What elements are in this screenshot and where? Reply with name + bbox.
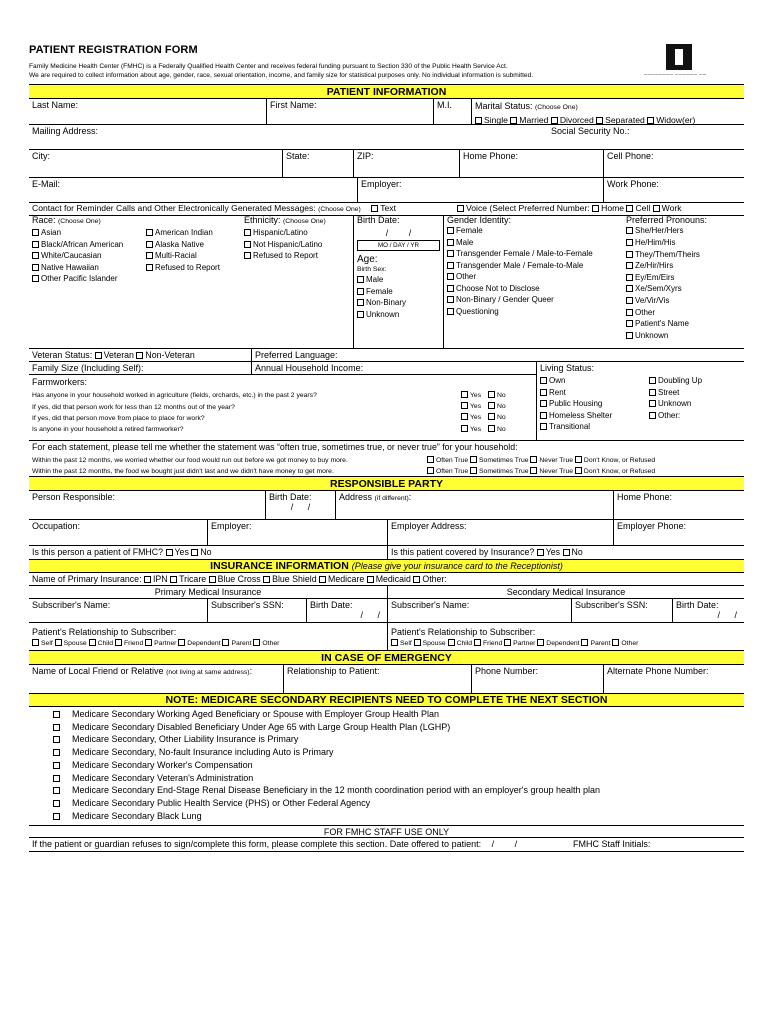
mi-label: M.I. xyxy=(437,100,452,110)
race-white-checkbox[interactable]: White/Caucasian xyxy=(32,250,123,262)
farmworker-section xyxy=(29,375,536,440)
form-body xyxy=(29,84,744,852)
ethnicity-hispanic-checkbox[interactable]: Hispanic/Latino xyxy=(244,227,322,239)
ssn-label: Social Security No.: xyxy=(551,126,630,136)
contact-voice xyxy=(457,204,682,214)
cell-phone-field[interactable] xyxy=(603,150,744,177)
mailing-address-field[interactable] xyxy=(29,125,548,149)
food-2-never[interactable]: Never True xyxy=(530,468,573,475)
farmworker-label: Farmworkers: xyxy=(32,377,88,387)
form-header xyxy=(29,44,744,80)
veteran-label: Veteran Status: xyxy=(32,350,93,360)
food-1-refused[interactable]: Don't Know, or Refused xyxy=(575,457,655,464)
food-2-often[interactable]: Often True xyxy=(427,468,468,475)
responsible-row-1 xyxy=(29,491,744,520)
language-field[interactable] xyxy=(251,349,744,361)
family-size-label: Family Size (Including Self): xyxy=(32,363,144,373)
medicare-phs-checkbox[interactable]: Medicare Secondary Public Health Service (PHS) or Other Federal Agency xyxy=(53,797,600,810)
medicare-black-lung-checkbox[interactable]: Medicare Secondary Black Lung xyxy=(53,810,600,823)
race-hawaiian-checkbox[interactable]: Native Hawaiian xyxy=(32,262,123,274)
veteran-checkbox[interactable]: Veteran xyxy=(95,350,134,360)
emergency-band: IN CASE OF EMERGENCY xyxy=(29,651,744,665)
gender-nondisclose-checkbox[interactable]: Choose Not to Disclose xyxy=(447,283,620,295)
race-label: Race: xyxy=(32,215,56,225)
zip-label: ZIP: xyxy=(357,151,374,161)
primary-rel-friend[interactable]: Friend xyxy=(115,640,143,647)
city-row xyxy=(29,150,744,178)
secondary-rel-spouse[interactable]: Spouse xyxy=(414,640,446,647)
ethnicity-list xyxy=(244,227,322,262)
food-questions xyxy=(32,455,348,477)
emergency-relationship-field[interactable]: Relationship to Patient: xyxy=(283,665,471,693)
medicare-va-checkbox[interactable]: Medicare Secondary Veteran's Administration xyxy=(53,772,600,785)
logo-mark-icon xyxy=(666,44,692,70)
responsible-address-label: Address xyxy=(339,492,373,502)
work-phone-label: Work Phone: xyxy=(607,179,659,189)
birth-date-input[interactable]: / / xyxy=(385,228,412,239)
birth-date-label: Birth Date: xyxy=(357,215,400,225)
form-disclaimer xyxy=(29,63,744,81)
staff-initials-field[interactable]: FMHC Staff Initials: xyxy=(573,839,651,849)
secondary-rel-dependent[interactable]: Dependent xyxy=(537,640,579,647)
living-own-checkbox[interactable]: Own xyxy=(540,375,612,387)
pronouns-section xyxy=(623,215,744,348)
date-format-hint: MO / DAY / YR xyxy=(357,240,440,251)
pronouns-label: Preferred Pronouns: xyxy=(626,215,708,225)
emergency-phone-field[interactable]: Phone Number: xyxy=(471,665,603,693)
birth-sex-nonbinary-checkbox[interactable]: Non-Binary xyxy=(357,297,440,309)
living-rent-checkbox[interactable]: Rent xyxy=(540,387,612,399)
responsible-birth-label: Birth Date: xyxy=(269,492,312,502)
emergency-alt-phone-field[interactable]: Alternate Phone Number: xyxy=(603,665,744,693)
living-street-checkbox[interactable]: Street xyxy=(649,387,702,399)
farmworker-questions xyxy=(32,390,533,435)
primary-rel-self[interactable]: Self xyxy=(32,640,53,647)
contact-home-checkbox[interactable]: Home xyxy=(592,203,624,213)
insurer-bluecross-checkbox[interactable]: Blue Cross xyxy=(209,574,261,584)
race-american-indian-checkbox[interactable]: American Indian xyxy=(146,227,220,239)
first-name-field[interactable] xyxy=(266,99,433,124)
farm-3-no[interactable]: No xyxy=(483,414,506,421)
fmhc-patient-no[interactable]: No xyxy=(191,547,211,557)
last-name-field[interactable] xyxy=(29,99,266,124)
medicare-options xyxy=(53,708,600,822)
farm-1-no[interactable]: No xyxy=(483,392,506,399)
contact-label: Contact for Reminder Calls and Other Electronically Generated Messages: xyxy=(32,203,316,213)
responsible-row-2 xyxy=(29,520,744,546)
insured-question: Is this patient covered by Insurance? Yes No xyxy=(387,546,744,559)
secondary-rel-parent[interactable]: Parent xyxy=(581,640,610,647)
pronoun-list xyxy=(626,225,741,341)
primary-subscriber-name-field[interactable]: Subscriber's Name: xyxy=(32,600,111,610)
secondary-rel-self[interactable]: Self xyxy=(391,640,412,647)
contact-cell-checkbox[interactable]: Cell xyxy=(626,203,650,213)
responsible-birth-field[interactable]: Birth Date: / / xyxy=(265,491,335,519)
first-name-label: First Name: xyxy=(270,100,317,110)
pronoun-she-checkbox[interactable]: She/Her/Hers xyxy=(626,225,741,237)
pronoun-xe-checkbox[interactable]: Xe/Sem/Xyrs xyxy=(626,283,741,295)
gender-list xyxy=(447,225,620,317)
mailing-address-label: Mailing Address: xyxy=(32,126,99,136)
secondary-relationship: Patient's Relationship to Subscriber: Self Spouse Child Friend Partner Dependent Parent Other xyxy=(387,623,744,650)
employer-field[interactable] xyxy=(357,178,603,202)
secondary-rel-child[interactable]: Child xyxy=(448,640,473,647)
contact-choose-note: (Choose One) xyxy=(318,206,361,213)
insurer-tricare-checkbox[interactable]: Tricare xyxy=(170,574,206,584)
ssn-field[interactable] xyxy=(548,125,744,149)
home-phone-field[interactable] xyxy=(459,150,603,177)
birth-sex-label: Birth Sex: xyxy=(357,266,387,274)
insured-yes[interactable]: Yes xyxy=(537,547,560,557)
employer-address-label: Employer Address: xyxy=(391,521,467,531)
name-row xyxy=(29,99,744,125)
farmworker-row xyxy=(29,375,744,441)
contact-preference xyxy=(32,204,396,214)
ethnicity-not-hispanic-checkbox[interactable]: Not Hispanic/Latino xyxy=(244,239,322,251)
living-transitional-checkbox[interactable]: Transitional xyxy=(540,421,612,433)
race-list-2 xyxy=(146,227,220,273)
medicare-list-section xyxy=(29,707,744,825)
food-answers xyxy=(427,455,655,477)
medicare-working-aged-checkbox[interactable]: Medicare Secondary Working Aged Beneficiary or Spouse with Employer Group Health Plan xyxy=(53,708,600,721)
contact-text-checkbox[interactable]: Text xyxy=(363,203,396,213)
secondary-medical-heading: Secondary Medical Insurance xyxy=(387,586,744,598)
medicare-disabled-checkbox[interactable]: Medicare Secondary Disabled Beneficiary Under Age 65 with Large Group Health Plan (LGHP) xyxy=(53,721,600,734)
city-label: City: xyxy=(32,151,50,161)
form-title: PATIENT REGISTRATION FORM xyxy=(29,44,198,56)
pronoun-ze-checkbox[interactable]: Ze/Hir/Hirs xyxy=(626,260,741,272)
insurer-medicare-checkbox[interactable]: Medicare xyxy=(319,574,364,584)
farm-3-yes[interactable]: Yes xyxy=(461,414,481,421)
income-label: Annual Household Income: xyxy=(255,363,364,373)
race-asian-checkbox[interactable]: Asian xyxy=(32,227,123,239)
race-refused-checkbox[interactable]: Refused to Report xyxy=(146,262,220,274)
income-field[interactable] xyxy=(251,362,536,374)
ethnicity-section: Ethnicity: (Choose One) Hispanic/Latino Not Hispanic/Latino Refused to Report xyxy=(244,215,326,260)
race-list-1 xyxy=(32,227,123,285)
demographics-row xyxy=(29,203,744,349)
primary-rel-dependent[interactable]: Dependent xyxy=(178,640,220,647)
farm-4-yes[interactable]: Yes xyxy=(461,426,481,433)
employer-address-field[interactable] xyxy=(387,520,613,545)
fmhc-patient-yes[interactable]: Yes xyxy=(166,547,189,557)
secondary-rel-friend[interactable]: Friend xyxy=(474,640,502,647)
veteran-field xyxy=(29,349,251,361)
birth-sex-male-checkbox[interactable]: Male xyxy=(357,274,440,286)
mi-field[interactable] xyxy=(433,99,471,124)
responsible-home-phone-field[interactable] xyxy=(613,491,744,519)
responsible-employer-field[interactable] xyxy=(207,520,387,545)
person-responsible-field[interactable] xyxy=(29,491,265,519)
relationship-row xyxy=(29,623,744,651)
insurance-heading-row xyxy=(29,586,744,599)
responsible-row-3 xyxy=(29,546,744,560)
pronoun-other-checkbox[interactable]: Other xyxy=(626,307,741,319)
staff-header: FOR FMHC STAFF USE ONLY xyxy=(323,827,450,837)
primary-rel-child[interactable]: Child xyxy=(89,640,114,647)
primary-rel-other[interactable]: Other xyxy=(253,640,279,647)
ethnicity-label: Ethnicity: xyxy=(244,215,281,225)
primary-relationship: Patient's Relationship to Subscriber: Self Spouse Child Friend Partner Dependent Parent Other xyxy=(32,627,280,647)
food-1-sometimes[interactable]: Sometimes True xyxy=(470,457,528,464)
living-shelter-checkbox[interactable]: Homeless Shelter xyxy=(540,410,612,422)
age-field[interactable]: Age: xyxy=(357,253,378,265)
secondary-subscriber-ssn-field[interactable]: Subscriber's SSN: xyxy=(571,599,672,622)
farm-answers xyxy=(461,390,506,435)
food-question-1: Within the past 12 months, we worried whether our food would run out before we got money to buy more. xyxy=(32,457,348,464)
medicare-workers-comp-checkbox[interactable]: Medicare Secondary Worker's Compensation xyxy=(53,759,600,772)
farm-question-3: If yes, did that person move from place to place for work? xyxy=(32,414,205,422)
staff-header-row xyxy=(29,825,744,838)
farm-4-no[interactable]: No xyxy=(483,426,506,433)
staff-date-input[interactable]: / / xyxy=(491,839,518,849)
food-intro: For each statement, please tell me whether the statement was “often true, sometimes true, or never true” for your household: xyxy=(32,442,518,452)
pronoun-he-checkbox[interactable]: He/Him/His xyxy=(626,237,741,249)
food-security-row xyxy=(29,441,744,477)
disclaimer-line-1: Family Medicine Health Center (FMHC) is a Federally Qualified Health Center and receives federal funding pursuant to Section 330 of the Public Health Service Act. xyxy=(29,62,508,70)
responsible-address-field[interactable]: Address (if different): xyxy=(335,491,613,519)
race-section: Race: (Choose One) Asian Black/African American White/Caucasian Native Hawaiian Other Pacific Islander American Indian Alaska Native Multi-Racial Refused to Report xyxy=(32,215,220,283)
birth-sex-unknown-checkbox[interactable]: Unknown xyxy=(357,309,440,321)
secondary-rel-partner[interactable]: Partner xyxy=(504,640,535,647)
staff-refusal-note: If the patient or guardian refuses to sign/complete this form, please complete this section. Date offered to patient: / / xyxy=(32,839,518,849)
living-doubling-checkbox[interactable]: Doubling Up xyxy=(649,375,702,387)
fmhc-patient-question: Is this person a patient of FMHC? Yes No xyxy=(32,547,212,557)
gender-female-checkbox[interactable]: Female xyxy=(447,225,620,237)
gender-transfemale-checkbox[interactable]: Transgender Female / Male-to-Female xyxy=(447,248,620,260)
work-phone-field[interactable] xyxy=(603,178,744,202)
state-field[interactable] xyxy=(282,150,353,177)
last-name-label: Last Name: xyxy=(32,100,79,110)
food-1-never[interactable]: Never True xyxy=(530,457,573,464)
living-label: Living Status: xyxy=(540,363,595,373)
secondary-subscriber-name-field[interactable]: Subscriber's Name: xyxy=(387,599,571,622)
insured-no[interactable]: No xyxy=(563,547,583,557)
medicare-nofault-checkbox[interactable]: Medicare Secondary, No-fault Insurance including Auto is Primary xyxy=(53,746,600,759)
food-1-often[interactable]: Often True xyxy=(427,457,468,464)
nonveteran-checkbox[interactable]: Non-Veteran xyxy=(136,350,194,360)
living-other-checkbox[interactable]: Other: xyxy=(649,410,702,422)
emergency-row xyxy=(29,665,744,694)
marital-widow-checkbox[interactable]: Widow(er) xyxy=(647,115,695,125)
primary-medical-heading: Primary Medical Insurance xyxy=(154,587,262,597)
secondary-rel-other[interactable]: Other xyxy=(612,640,638,647)
gender-other-checkbox[interactable]: Other xyxy=(447,271,620,283)
pronoun-name-checkbox[interactable]: Patient's Name xyxy=(626,318,741,330)
email-row xyxy=(29,178,744,203)
birth-sex-list xyxy=(357,274,440,320)
employer-phone-label: Employer Phone: xyxy=(617,521,687,531)
responsible-home-phone-label: Home Phone: xyxy=(617,492,673,502)
employer-label: Employer: xyxy=(361,179,402,189)
ethnicity-refused-checkbox[interactable]: Refused to Report xyxy=(244,250,322,262)
occupation-label: Occupation: xyxy=(32,521,81,531)
primary-insurance-row xyxy=(29,573,744,586)
marital-choose-note: (Choose One) xyxy=(535,104,578,111)
emergency-name-field[interactable]: Name of Local Friend or Relative (not living at same address): xyxy=(32,666,253,676)
primary-subscriber-ssn-field[interactable]: Subscriber's SSN: xyxy=(207,599,306,622)
contact-voice-checkbox[interactable]: Voice (Select Preferred Number: xyxy=(457,203,590,213)
primary-insurance-selector: Name of Primary Insurance: IPN Tricare Blue Cross Blue Shield Medicare Medicaid Other: xyxy=(32,574,447,584)
farm-1-yes[interactable]: Yes xyxy=(461,392,481,399)
primary-rel-spouse[interactable]: Spouse xyxy=(55,640,87,647)
insurance-band: INSURANCE INFORMATION (Please give your insurance card to the Receptionist) xyxy=(29,560,744,573)
farm-question-1: Has anyone in your household worked in agriculture (fields, orchards, etc.) in the past 2 years? xyxy=(32,392,317,400)
subscriber-row xyxy=(29,599,744,623)
marital-separated-checkbox[interactable]: Separated xyxy=(596,115,645,125)
insurer-other-checkbox[interactable]: Other: xyxy=(413,574,446,584)
farm-question-4: Is anyone in your household a retired farmworker? xyxy=(32,425,184,433)
email-label: E-Mail: xyxy=(32,179,61,189)
food-2-sometimes[interactable]: Sometimes True xyxy=(470,468,528,475)
responsible-employer-label: Employer: xyxy=(211,521,252,531)
employer-phone-field[interactable] xyxy=(613,520,744,545)
medicare-band: NOTE: MEDICARE SECONDARY RECIPIENTS NEED TO COMPLETE THE NEXT SECTION xyxy=(29,694,744,707)
insurer-ipn-checkbox[interactable]: IPN xyxy=(144,574,168,584)
staff-row xyxy=(29,838,744,852)
person-responsible-label: Person Responsible: xyxy=(32,492,116,502)
gender-male-checkbox[interactable]: Male xyxy=(447,237,620,249)
food-2-refused[interactable]: Don't Know, or Refused xyxy=(575,468,655,475)
city-field[interactable] xyxy=(29,150,282,177)
state-label: State: xyxy=(286,151,310,161)
language-label: Preferred Language: xyxy=(255,350,338,360)
primary-rel-parent[interactable]: Parent xyxy=(222,640,251,647)
insurer-medicaid-checkbox[interactable]: Medicaid xyxy=(367,574,411,584)
clinic-logo xyxy=(640,44,744,80)
food-question-2: Within the past 12 months, the food we bought just didn't last and we didn't have money to get more. xyxy=(32,468,334,475)
logo-caption: ──────── ────── ── xyxy=(644,72,707,77)
marital-status-field xyxy=(471,99,744,124)
occupation-field[interactable] xyxy=(29,520,207,545)
responsible-party-band: RESPONSIBLE PARTY xyxy=(29,477,744,491)
farm-2-no[interactable]: No xyxy=(483,403,506,410)
family-size-field[interactable] xyxy=(29,362,251,374)
farm-2-yes[interactable]: Yes xyxy=(461,403,481,410)
cell-phone-label: Cell Phone: xyxy=(607,151,654,161)
home-phone-label: Home Phone: xyxy=(463,151,519,161)
pronoun-unknown-checkbox[interactable]: Unknown xyxy=(626,330,741,342)
marital-single-checkbox[interactable]: Single xyxy=(475,115,508,125)
gender-questioning-checkbox[interactable]: Questioning xyxy=(447,306,620,318)
living-unknown-checkbox[interactable]: Unknown xyxy=(649,398,702,410)
living-public-checkbox[interactable]: Public Housing xyxy=(540,398,612,410)
gender-section xyxy=(443,215,623,348)
primary-birth-field[interactable]: Birth Date: / / xyxy=(306,599,387,622)
race-multi-checkbox[interactable]: Multi-Racial xyxy=(146,250,220,262)
race-pacific-checkbox[interactable]: Other Pacific Islander xyxy=(32,273,123,285)
veteran-row xyxy=(29,349,744,362)
email-field[interactable] xyxy=(29,178,357,202)
disclaimer-line-2: We are required to collect information about age, gender, race, sexual orientation, income, and family size for statistical purposes only. No individual information is submitted. xyxy=(29,71,534,79)
marital-married-checkbox[interactable]: Married xyxy=(510,115,548,125)
insurer-blueshield-checkbox[interactable]: Blue Shield xyxy=(263,574,317,584)
secondary-birth-field[interactable]: Birth Date: / / xyxy=(672,599,744,622)
medicare-liability-checkbox[interactable]: Medicare Secondary, Other Liability Insurance is Primary xyxy=(53,733,600,746)
birth-section xyxy=(353,215,443,348)
marital-label: Marital Status: xyxy=(475,101,533,111)
birth-sex-female-checkbox[interactable]: Female xyxy=(357,286,440,298)
medicare-esrd-checkbox[interactable]: Medicare Secondary End-Stage Renal Disease Beneficiary in the 12 month coordination period with an employer's group health plan xyxy=(53,784,600,797)
pronoun-ve-checkbox[interactable]: Ve/Vir/Vis xyxy=(626,295,741,307)
pronoun-ey-checkbox[interactable]: Ey/Em/Eirs xyxy=(626,272,741,284)
farm-question-2: If yes, did that person work for less than 12 months out of the year? xyxy=(32,403,235,411)
patient-info-band: PATIENT INFORMATION xyxy=(29,85,744,99)
contact-work-checkbox[interactable]: Work xyxy=(653,203,682,213)
race-alaska-checkbox[interactable]: Alaska Native xyxy=(146,239,220,251)
race-black-checkbox[interactable]: Black/African American xyxy=(32,239,123,251)
primary-rel-partner[interactable]: Partner xyxy=(145,640,176,647)
gender-transmale-checkbox[interactable]: Transgender Male / Female-to-Male xyxy=(447,260,620,272)
zip-field[interactable] xyxy=(353,150,459,177)
address-row xyxy=(29,125,744,150)
gender-nonbinary-checkbox[interactable]: Non-Binary / Gender Queer xyxy=(447,294,620,306)
gender-label: Gender Identity: xyxy=(447,215,512,225)
marital-divorced-checkbox[interactable]: Divorced xyxy=(551,115,594,125)
pronoun-they-checkbox[interactable]: They/Them/Theirs xyxy=(626,249,741,261)
